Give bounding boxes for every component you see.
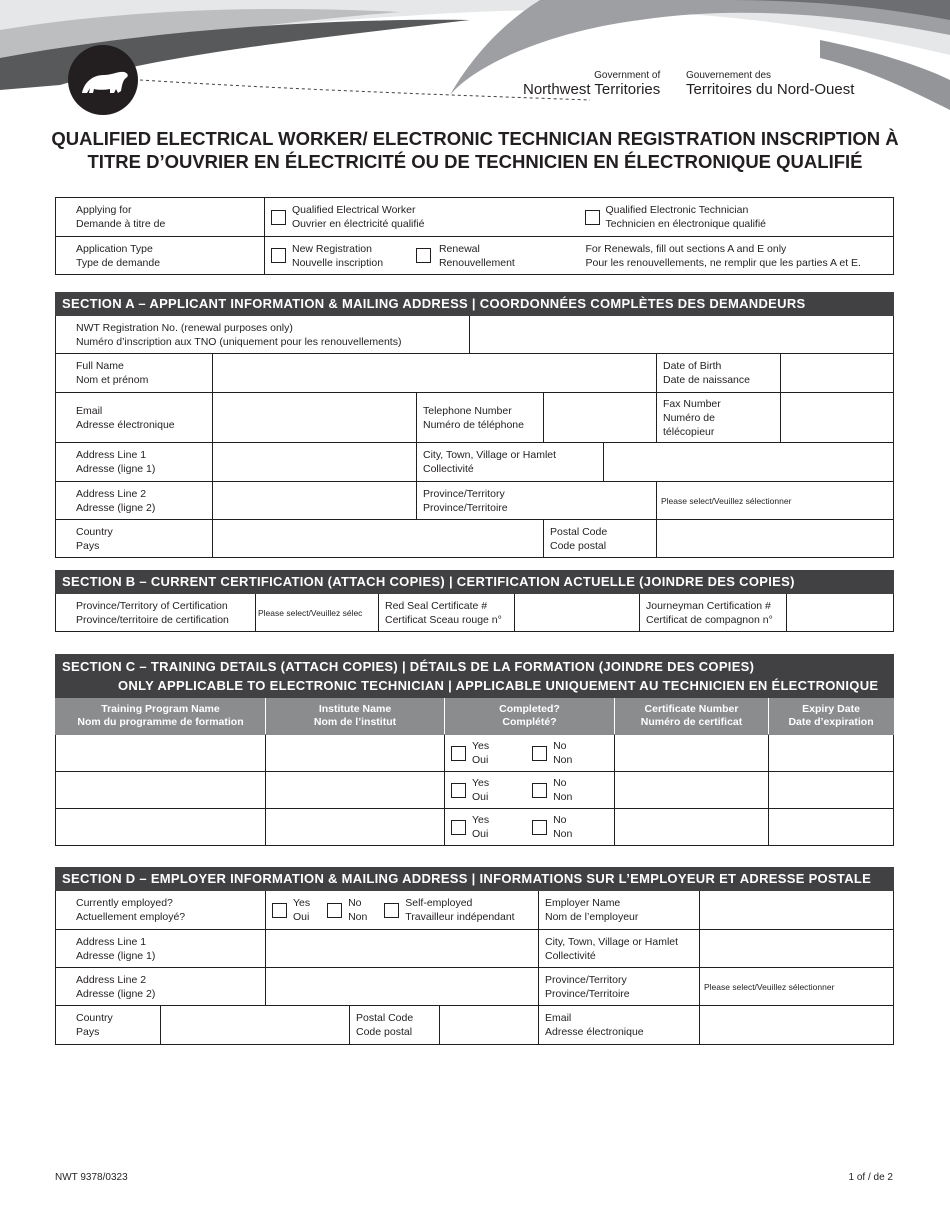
col-completed [445,698,615,735]
expiry-date-input[interactable] [769,809,894,846]
red-seal-fr: Certificat Sceau rouge n° [385,613,502,626]
col-training-program-fr: Nom du programme de formation [77,716,244,728]
phone-input[interactable] [544,393,657,443]
dob-fr: Date de naissance [663,374,750,386]
qet-checkbox[interactable] [585,210,600,225]
gov-en-wordmark [523,70,660,98]
section-b-table [55,570,894,632]
email-fr: Adresse électronique [76,418,175,431]
emp-postal-input[interactable] [440,1006,539,1045]
renewal-note [579,237,894,275]
qet-fr: Technicien en électronique qualifié [605,218,767,230]
yes-fr: Oui [472,754,489,766]
journeyman-input[interactable] [787,594,894,632]
province-select[interactable]: Please select/Veuillez sélectionner [657,482,894,520]
no-fr: Non [553,828,573,840]
dob-label [657,354,781,393]
yes-fr: Oui [472,791,489,803]
form-number: NWT 9378/0323 [55,1172,128,1183]
expiry-date-input[interactable] [769,772,894,809]
completed-cell [445,735,615,772]
country-fr: Pays [76,539,100,552]
section-d-table [55,867,894,1045]
application-type-table [55,197,894,275]
fax-en: Fax Number [663,397,721,410]
col-completed-en: Completed? [499,703,560,715]
section-c-header [56,655,894,698]
gnwt-logo [68,45,138,115]
reg-no-en: NWT Registration No. (renewal purposes only) [76,321,293,334]
employed-yes-option[interactable] [272,896,310,924]
new-registration-checkbox[interactable] [271,248,286,263]
no-fr: Non [553,791,573,803]
renewal-note-en: For Renewals, fill out sections A and E only [585,242,787,255]
reg-no-fr: Numéro d’inscription aux TNO (uniquement pour les renouvellements) [76,335,402,348]
fax-input[interactable] [781,393,894,443]
employed-fr: Actuellement employé? [76,911,186,923]
renewal-en: Renewal [438,242,480,255]
no-en: No [553,777,567,789]
employed-no-option[interactable] [327,896,367,924]
col-expiry-date-fr: Date d’expiration [788,716,874,728]
employed-no-checkbox[interactable] [327,903,342,918]
yes-checkbox[interactable] [451,820,466,835]
qew-en: Qualified Electrical Worker [292,204,416,216]
yes-en: Yes [472,740,490,752]
employed-yes-en: Yes [293,897,311,909]
institute-input[interactable] [266,809,445,846]
emp-addr2-input[interactable] [266,968,539,1006]
addr1-label [56,443,213,482]
col-training-program [56,698,266,735]
applying-for-fr: Demande à titre de [76,218,166,230]
no-checkbox[interactable] [532,746,547,761]
new-registration-option[interactable] [271,242,383,270]
renewal-option[interactable] [416,242,515,270]
phone-fr: Numéro de téléphone [423,418,524,431]
emp-province-label [539,968,700,1006]
prov-cert-select[interactable]: Please select/Veuillez sélec [256,594,379,632]
province-fr: Province/Territoire [423,501,508,514]
col-completed-fr: Complété? [502,716,557,728]
employed-en: Currently employed? [76,897,173,909]
renewal-checkbox[interactable] [416,248,431,263]
gov-en-big: Northwest Territories [523,81,661,98]
renewal-fr: Renouvellement [438,256,515,269]
emp-city-label [539,930,700,968]
section-c-title-2: ONLY APPLICABLE TO ELECTRONIC TECHNICIAN | APPLICABLE UNIQUEMENT AU TECHNICIEN EN ÉLECTRONIQUE [118,678,879,693]
qew-checkbox[interactable] [271,210,286,225]
training-program-input[interactable] [56,735,266,772]
emp-province-en: Province/Territory [545,973,627,986]
qet-en: Qualified Electronic Technician [605,204,749,216]
addr2-en: Address Line 2 [76,487,147,500]
dob-input[interactable] [781,354,894,393]
col-institute [266,698,445,735]
country-label [56,520,213,558]
full-name-fr: Nom et prénom [76,374,149,386]
reg-no-input[interactable] [470,316,894,354]
postal-label [544,520,657,558]
app-type-fr: Type de demande [76,256,161,269]
app-type-options [265,237,579,275]
new-fr: Nouvelle inscription [292,256,384,269]
emp-addr2-label [56,968,266,1006]
emp-addr1-en: Address Line 1 [76,935,147,948]
no-checkbox[interactable] [532,820,547,835]
col-certificate-number-fr: Numéro de certificat [640,716,743,728]
emp-postal-fr: Code postal [356,1026,413,1038]
employed-label [56,891,266,930]
full-name-en: Full Name [76,360,124,372]
section-d-header: SECTION D – EMPLOYER INFORMATION & MAILING ADDRESS | INFORMATIONS SUR L’EMPLOYEUR ET ADRESSE POSTALE [56,868,894,891]
emp-country-fr: Pays [76,1026,100,1038]
table-row [56,809,894,846]
new-en: New Registration [292,242,372,255]
country-input[interactable] [213,520,544,558]
certificate-number-input[interactable] [615,809,769,846]
emp-email-input[interactable] [700,1006,894,1045]
employed-options [266,891,539,930]
no-checkbox[interactable] [532,783,547,798]
applying-for-en: Applying for [76,204,132,216]
gov-fr-small: Gouvernement des [686,70,772,81]
red-seal-input[interactable] [515,594,640,632]
email-en: Email [76,404,103,417]
self-employed-checkbox[interactable] [384,903,399,918]
full-name-label [56,354,213,393]
emp-addr2-fr: Adresse (ligne 2) [76,987,156,1000]
emp-city-fr: Collectivité [545,949,596,962]
prov-cert-label [56,594,256,632]
employer-name-input[interactable] [700,891,894,930]
qet-option[interactable] [579,198,894,237]
no-option[interactable] [532,739,572,767]
app-type-label [56,237,265,275]
section-a-table [55,292,894,558]
gov-en-small: Government of [594,70,661,81]
no-option[interactable] [532,776,572,804]
app-type-en: Application Type [76,242,153,255]
postal-en: Postal Code [550,525,608,538]
emp-province-select[interactable]: Please select/Veuillez sélectionner [700,968,894,1006]
section-c-title-1: SECTION C – TRAINING DETAILS (ATTACH COPIES) | DÉTAILS DE LA FORMATION (JOINDRE DES COPIES) [62,659,755,674]
emp-addr1-input[interactable] [266,930,539,968]
applying-for-label [56,198,265,237]
yes-fr: Oui [472,828,489,840]
email-label [56,393,213,443]
certificate-number-input[interactable] [615,735,769,772]
emp-addr1-label [56,930,266,968]
page-number: 1 of / de 2 [848,1172,893,1183]
prov-cert-en: Province/Territory of Certification [76,599,228,612]
emp-addr1-fr: Adresse (ligne 1) [76,949,156,962]
training-program-input[interactable] [56,772,266,809]
gov-fr-big: Territoires du Nord-Ouest [686,81,855,98]
emp-addr2-en: Address Line 2 [76,973,147,986]
employer-name-en: Employer Name [545,897,621,909]
yes-option[interactable] [451,739,489,767]
country-en: Country [76,525,113,538]
addr1-input[interactable] [213,443,417,482]
postal-input[interactable] [657,520,894,558]
gov-fr-wordmark [686,70,854,98]
employed-no-en: No [348,897,362,909]
emp-country-en: Country [76,1012,113,1024]
employed-no-fr: Non [348,911,368,923]
title-line-1: QUALIFIED ELECTRICAL WORKER/ ELECTRONIC TECHNICIAN REGISTRATION INSCRIPTION À [51,128,899,149]
training-program-input[interactable] [56,809,266,846]
city-fr: Collectivité [423,463,474,475]
emp-email-label [539,1006,700,1045]
table-row [56,735,894,772]
yes-option[interactable] [451,813,489,841]
journeyman-label [640,594,787,632]
section-b-header: SECTION B – CURRENT CERTIFICATION (ATTACH COPIES) | CERTIFICATION ACTUELLE (JOINDRE DES COPIES) [56,571,894,594]
emp-postal-en: Postal Code [356,1012,414,1024]
employed-yes-checkbox[interactable] [272,903,287,918]
prov-cert-fr: Province/territoire de certification [76,613,229,626]
self-employed-en: Self-employed [405,897,473,909]
addr2-label [56,482,213,520]
title-line-2: TITRE D’OUVRIER EN ÉLECTRICITÉ OU DE TECHNICIEN EN ÉLECTRONIQUE QUALIFIÉ [87,151,863,172]
city-label [417,443,604,482]
phone-en: Telephone Number [423,404,512,417]
yes-checkbox[interactable] [451,783,466,798]
header-banner [0,0,950,120]
emp-country-input[interactable] [161,1006,350,1045]
province-en: Province/Territory [423,487,505,500]
postal-fr: Code postal [550,539,607,552]
polar-bear-icon [68,45,138,115]
reg-no-label [56,316,470,354]
yes-option[interactable] [451,776,489,804]
section-c-table [55,654,894,846]
yes-checkbox[interactable] [451,746,466,761]
no-en: No [553,814,567,826]
completed-cell [445,809,615,846]
institute-input[interactable] [266,772,445,809]
journeyman-en: Journeyman Certification # [646,599,771,612]
no-fr: Non [553,754,573,766]
addr2-fr: Adresse (ligne 2) [76,501,156,514]
addr2-input[interactable] [213,482,417,520]
institute-input[interactable] [266,735,445,772]
self-employed-fr: Travailleur indépendant [405,911,515,923]
yes-en: Yes [472,777,490,789]
yes-en: Yes [472,814,490,826]
phone-label [417,393,544,443]
qew-fr: Ouvrier en électricité qualifié [292,218,425,230]
addr1-fr: Adresse (ligne 1) [76,463,156,475]
emp-city-input[interactable] [700,930,894,968]
red-seal-en: Red Seal Certificate # [385,599,488,612]
emp-city-en: City, Town, Village or Hamlet [545,935,679,948]
emp-province-fr: Province/Territoire [545,987,630,1000]
certificate-number-input[interactable] [615,772,769,809]
page-title [40,127,910,173]
completed-cell [445,772,615,809]
qew-option[interactable] [265,198,579,237]
emp-email-en: Email [545,1012,572,1024]
journeyman-fr: Certificat de compagnon n° [646,613,773,626]
col-expiry-date-en: Expiry Date [802,703,860,715]
col-institute-fr: Nom de l’institut [313,716,397,728]
addr1-en: Address Line 1 [76,449,147,461]
col-institute-en: Institute Name [318,703,392,715]
no-en: No [553,740,567,752]
section-a-header: SECTION A – APPLICANT INFORMATION & MAILING ADDRESS | COORDONNÉES COMPLÈTES DES DEMANDEURS [56,293,894,316]
table-row [56,772,894,809]
full-name-input[interactable] [213,354,657,393]
expiry-date-input[interactable] [769,735,894,772]
renewal-note-fr: Pour les renouvellements, ne remplir que les parties A et E. [585,256,861,269]
self-employed-option[interactable] [384,896,514,924]
no-option[interactable] [532,813,572,841]
employed-yes-fr: Oui [293,911,310,923]
province-label [417,482,657,520]
fax-label [657,393,781,443]
col-training-program-en: Training Program Name [101,703,220,715]
emp-postal-label [350,1006,440,1045]
col-expiry-date [769,698,894,735]
city-en: City, Town, Village or Hamlet [423,449,557,461]
city-input[interactable] [604,443,894,482]
fax-fr: Numéro de télécopieur [663,411,715,438]
employer-name-label [539,891,700,930]
emp-country-label [56,1006,161,1045]
emp-email-fr: Adresse électronique [545,1026,644,1038]
dob-en: Date of Birth [663,360,722,372]
red-seal-label [379,594,515,632]
email-input[interactable] [213,393,417,443]
col-certificate-number-en: Certificate Number [644,703,739,715]
employer-name-fr: Nom de l’employeur [545,911,639,923]
col-certificate-number [615,698,769,735]
